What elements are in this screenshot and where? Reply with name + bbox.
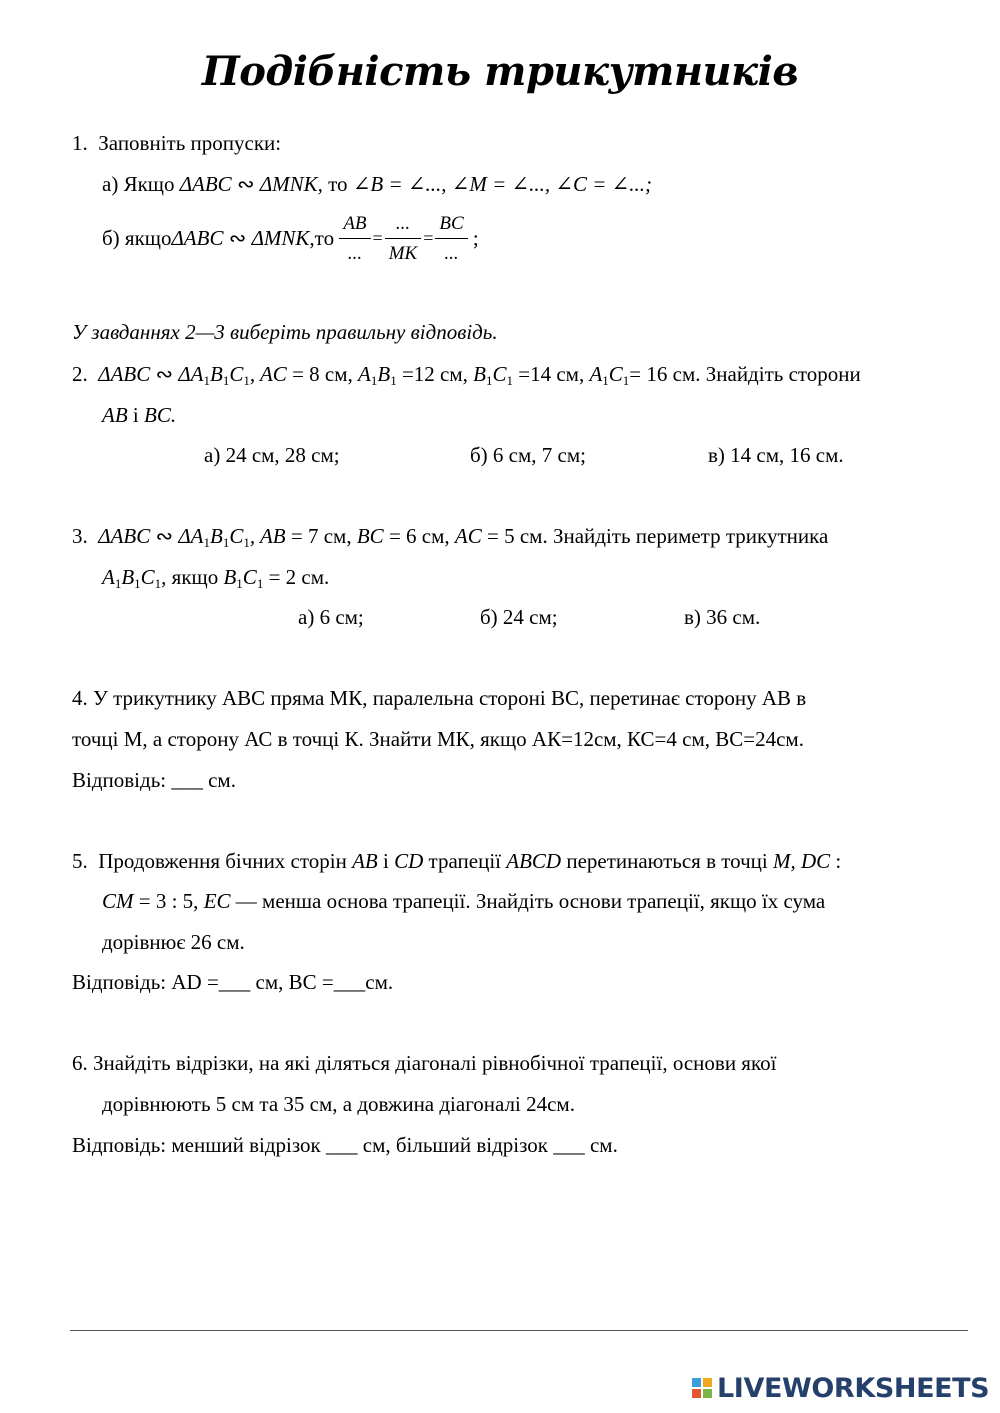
task-6-line-2: дорівнюють 5 см та 35 см, а довжина діагоналі 24см. — [102, 1092, 575, 1116]
task-6-answer: Відповідь: менший відрізок ___ см, більший відрізок ___ см. — [72, 1133, 618, 1157]
task-1a: а) Якщо ΔABC ∾ ΔMNK, то ∠B = ∠..., ∠M = ∠..., ∠C = ∠...; — [102, 172, 652, 196]
task-2-option-a: а) 24 см, 28 см; — [204, 443, 340, 467]
task-3-option-b: б) 24 см; — [480, 605, 558, 629]
fraction-mk: $\frac{...}{MK}$ — [385, 214, 422, 263]
logo-square — [692, 1389, 701, 1398]
task-5-line-3: дорівнює 26 см. — [102, 930, 245, 954]
task-2-option-c: в) 14 см, 16 см. — [708, 443, 844, 467]
task-3-option-c: в) 36 см. — [684, 605, 761, 629]
fraction-bc: $\frac{BC}{...}$ — [435, 214, 467, 263]
task-4-line-1: 4. У трикутнику АВС пряма МК, паралельна стороні ВС, перетинає сторону АВ в — [72, 686, 807, 710]
task-5-answer: Відповідь: AD =___ см, BC =___см. — [72, 970, 394, 994]
fraction-ab: $\frac{AB}{...}$ — [339, 214, 370, 263]
logo-square — [703, 1389, 712, 1398]
task-6-line-1: 6. Знайдіть відрізки, на які діляться діагоналі рівнобічної трапеції, основи якої — [72, 1051, 777, 1075]
task-3-line-1: 3. ΔABC ∾ $\Delta A_1B_1C_1$, AB = 7 см, BC = 6 см, AC = 5 см. Знайдіть периметр трикутника — [72, 524, 829, 550]
task-1-prompt: 1. Заповніть пропуски: — [72, 131, 282, 155]
instruction: У завданнях 2—3 виберіть правильну відповідь. — [72, 320, 498, 344]
task-4-line-2: точці М, а сторону АС в точці К. Знайти МК, якщо АК=12см, КС=4 см, ВС=24см. — [72, 727, 804, 751]
liveworksheets-logo[interactable] — [692, 1373, 989, 1403]
footer-divider — [70, 1330, 968, 1331]
task-3-option-a: а) 6 см; — [298, 605, 364, 629]
logo-text: LIVEWORKSHEETS — [717, 1372, 990, 1404]
task-2-option-b: б) 6 см, 7 см; — [470, 443, 586, 467]
page-title: Подібність трикутників — [201, 48, 799, 95]
task-5-line-2: CM = 3 : 5, EC — менша основа трапеції. Знайдіть основи трапеції, якщо їх сума — [102, 889, 826, 913]
task-5-line-1: 5. Продовження бічних сторін AB і CD трапеції ABCD перетинаються в точці M, DC : — [72, 849, 842, 873]
task-1b: б) якщо ΔABC ∾ ΔMNK, то $\frac{AB}{...}$ = $\frac{...}{MK}$ = $\frac{BC}{...}$ ; — [102, 212, 479, 264]
logo-square — [692, 1378, 701, 1387]
logo-icon — [692, 1378, 712, 1398]
logo-square — [703, 1378, 712, 1387]
task-2-line-2: AB і BC. — [102, 403, 177, 427]
task-2-line-1: 2. ΔABC ∾ $\Delta A_1B_1C_1$, AC = 8 см, $A_1B_1 =12$ см, $B_1C_1 =14$ см, $A_1C_1= 16$ см. Знайдіть сторони — [72, 362, 861, 388]
task-3-line-2: $A_1B_1C_1$, якщо $B_1C_1 = 2$ см. — [102, 565, 330, 591]
task-4-answer: Відповідь: ___ см. — [72, 768, 236, 792]
